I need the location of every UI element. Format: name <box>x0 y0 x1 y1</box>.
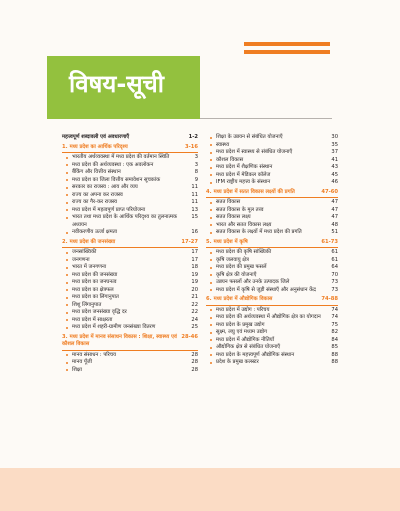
toc-item-row <box>62 249 198 257</box>
section-divider <box>62 152 198 153</box>
toc-page-number: 35 <box>331 141 338 148</box>
toc-item-row <box>206 344 338 352</box>
toc-item-row <box>206 164 338 172</box>
toc-section-number: 4. <box>206 188 212 195</box>
toc-item-row <box>206 172 338 180</box>
section-divider <box>206 247 338 248</box>
toc-page-number: 21 <box>191 294 198 300</box>
toc-entry-text: राज्य का अपना कर राजस्व <box>72 191 123 198</box>
toc-lead-row <box>62 134 198 142</box>
toc-item-row <box>206 307 338 315</box>
toc-item-row <box>206 264 338 272</box>
toc-page-number: 45 <box>331 171 338 178</box>
toc-entry-text: मध्य प्रदेश की अर्थव्यवस्था में औद्योगिक क्षेत्र का योगदान <box>216 314 321 320</box>
toc-item-row <box>206 222 338 230</box>
toc-page-number: 74-88 <box>321 296 338 302</box>
toc-entry-text: भारतीय अर्थव्यवस्था में मध्य प्रदेश की वर्तमान स्थिति <box>72 154 170 160</box>
toc-entry-text: जनसांख्यिकी <box>72 249 97 255</box>
toc-page-number: 18 <box>191 264 198 270</box>
toc-entry-text: प्रदेश के प्रमुख कलस्टर <box>216 359 259 365</box>
toc-item-row <box>62 317 198 325</box>
toc-page-number: 47 <box>331 214 338 220</box>
toc-page-number: 84 <box>331 336 338 343</box>
toc-entry-text: जनगणना <box>72 256 90 263</box>
toc-item-row <box>62 177 198 185</box>
toc-item-row <box>206 272 338 280</box>
toc-page-number: 28 <box>191 366 198 373</box>
toc-entry-text: मध्य प्रदेश में कृषि से जुड़ी संस्थाएँ और अनुसंधान केंद्र <box>216 286 316 293</box>
toc-entry-text: सतत विकास लक्ष्य <box>216 214 251 220</box>
decorative-stripe-bottom <box>244 50 330 54</box>
toc-page-number: 3 <box>194 154 198 160</box>
toc-page-number: 61 <box>331 249 338 255</box>
toc-left-column <box>62 134 198 374</box>
toc-section-title: मध्य प्रदेश में मानव संसाधन विकास : शिक्षा, स्वास्थ्य एवं कौशल विकास <box>62 333 177 347</box>
toc-item-row <box>62 207 198 215</box>
toc-page-number: 19 <box>191 279 198 285</box>
toc-entry-text: औद्योगिक क्षेत्र से संबंधित योजनाएँ <box>216 344 281 350</box>
toc-item-row <box>206 229 338 237</box>
toc-page-number: 48 <box>331 221 338 228</box>
toc-section-title: मध्य प्रदेश में औद्योगिक विकास <box>213 296 273 302</box>
toc-entry-text: स्वास्थ्य <box>216 141 230 148</box>
toc-item-row <box>62 279 198 287</box>
toc-page-number: 8 <box>194 169 198 175</box>
section-divider <box>62 350 198 351</box>
title-block <box>47 56 200 119</box>
toc-item-row <box>62 309 198 317</box>
toc-entry-text: सरकार का राजस्व : आय और व्यय <box>72 184 138 190</box>
toc-item-row <box>62 199 198 207</box>
toc-section-row <box>206 239 338 247</box>
toc-page-number: 22 <box>191 309 198 315</box>
toc-page-number: 30 <box>331 134 338 140</box>
toc-item-row <box>206 322 338 330</box>
toc-entry-text: मध्य प्रदेश में शैक्षणिक संस्थान <box>216 164 273 170</box>
toc-page-number: 19 <box>191 271 198 278</box>
toc-entry-text: मध्य प्रदेश का लिंगानुपात <box>72 294 119 300</box>
toc-item-row <box>62 294 198 302</box>
toc-entry-text: भारत और सतत विकास लक्ष्य <box>216 221 272 228</box>
toc-page-number: 37 <box>331 149 338 155</box>
toc-entry-text: मध्य प्रदेश के प्रमुख उद्योग <box>216 321 265 328</box>
toc-item-row <box>206 287 338 295</box>
toc-page-number: 64 <box>331 264 338 270</box>
toc-entry-text: सतत विकास <box>216 199 241 205</box>
toc-page-number: 47 <box>331 199 338 205</box>
toc-page-number: 28-46 <box>181 333 198 340</box>
toc-item-row <box>206 142 338 150</box>
toc-item-row <box>206 257 338 265</box>
toc-page-number: 41 <box>331 156 338 163</box>
toc-item-row <box>206 249 338 257</box>
toc-item-row <box>206 314 338 322</box>
toc-entry-text: शिक्षा के उन्नयन से संबंधित योजनाएँ <box>216 134 283 140</box>
toc-item-row <box>62 287 198 295</box>
toc-section-title: मध्य प्रदेश का आर्थिक परिदृश्य <box>69 143 128 150</box>
toc-section-number: 5. <box>206 238 212 245</box>
toc-item-row <box>206 179 338 187</box>
toc-entry-text: मध्य प्रदेश में मेडिकल कॉलेज <box>216 171 271 178</box>
toc-page-number: 22 <box>191 301 198 308</box>
toc-page-number: 88 <box>331 359 338 365</box>
toc-page-number: 17 <box>191 249 198 255</box>
toc-entry-text: कृषि क्षेत्र की योजनाएँ <box>216 271 257 278</box>
toc-page-number: 47-60 <box>321 188 338 195</box>
toc-page-number: 15 <box>191 214 198 220</box>
toc-entry-text: शिक्षा <box>72 366 82 373</box>
toc-entry-text: मध्य प्रदेश में साक्षरता <box>72 316 113 323</box>
toc-page-number: 74 <box>331 314 338 320</box>
toc-item-row <box>206 329 338 337</box>
toc-item-row <box>206 199 338 207</box>
toc-item-row <box>62 229 198 237</box>
toc-page-number: 24 <box>191 316 198 323</box>
toc-page-number: 17 <box>191 256 198 263</box>
toc-page-number: 73 <box>331 279 338 285</box>
toc-item-row <box>62 264 198 272</box>
toc-entry-text: महत्त्वपूर्ण शब्दावली एवं अवधारणाएँ <box>62 134 130 140</box>
toc-page-number: 3 <box>194 161 198 168</box>
toc-entry-text: मध्य प्रदेश की जनसंख्या <box>72 271 118 278</box>
toc-entry-text: मध्य प्रदेश का जिला वित्तीय समावेशन सूचकांक <box>72 176 161 183</box>
toc-page-number: 3-16 <box>185 143 198 150</box>
toc-section-number: 6. <box>206 296 212 302</box>
toc-page-number: 11 <box>191 199 198 205</box>
toc-right-column <box>206 134 338 367</box>
toc-item-row <box>206 359 338 367</box>
toc-entry-text: मानव संसाधन : परिचय <box>72 351 117 358</box>
toc-page-number: 25 <box>191 324 198 330</box>
toc-entry-text: मध्य प्रदेश का जनघनत्व <box>72 279 117 285</box>
toc-page-number: 11 <box>191 191 198 198</box>
toc-item-row <box>62 214 198 229</box>
toc-entry-text: मध्य प्रदेश में औद्योगिक नीतियाँ <box>216 336 275 343</box>
toc-entry-text: भारत में जनगणना <box>72 264 107 270</box>
toc-section-row <box>206 296 338 304</box>
toc-page-number: 61 <box>331 256 338 263</box>
toc-section-number: 1. <box>62 143 68 150</box>
toc-item-row <box>62 359 198 367</box>
toc-page-number: 82 <box>331 329 338 335</box>
toc-entry-text: मध्य प्रदेश की कृषि सांख्यिकी <box>216 249 272 255</box>
toc-entry-text: मध्य प्रदेश का क्षेत्रफल <box>72 286 114 293</box>
decorative-stripe-top <box>244 42 330 46</box>
toc-page-number: 1-2 <box>188 134 198 140</box>
footer-band <box>0 468 400 511</box>
toc-entry-text: मध्य प्रदेश की प्रमुख फसलें <box>216 264 267 270</box>
toc-entry-text: राज्य का गैर-कर राजस्व <box>72 199 117 205</box>
toc-item-row <box>206 134 338 142</box>
toc-page-number: 61-73 <box>321 238 338 245</box>
toc-section-row <box>206 189 338 197</box>
toc-page-number: 13 <box>191 206 198 213</box>
toc-page-number: 28 <box>191 359 198 365</box>
toc-entry-text: IFM राष्ट्रीय महत्त्व के संस्थान <box>216 179 271 185</box>
toc-entry-text: मध्य प्रदेश में शहरी-ग्रामीण जनसंख्या वितरण <box>72 324 156 330</box>
toc-item-row <box>62 272 198 280</box>
toc-section-number: 3. <box>62 333 68 340</box>
toc-page-number: 88 <box>331 351 338 358</box>
section-divider <box>206 305 338 306</box>
toc-entry-text: कृषि जलवायु क्षेत्र <box>216 256 249 263</box>
toc-page-number: 70 <box>331 271 338 278</box>
toc-entry-text: शिशु लिंगानुपात <box>72 301 102 308</box>
toc-section-title: मध्य प्रदेश में कृषि <box>213 238 248 245</box>
toc-entry-text: सतत विकास के मूल तत्त्व <box>216 206 264 213</box>
toc-page-number: 85 <box>331 344 338 350</box>
toc-entry-text: मध्य प्रदेश जनसंख्या वृद्धि दर <box>72 309 127 315</box>
toc-item-row <box>206 214 338 222</box>
toc-entry-text: उन्नयन फसलों और उनके उत्पादक जिले <box>216 279 290 285</box>
toc-item-row <box>206 337 338 345</box>
toc-entry-text: मध्य प्रदेश के महत्त्वपूर्ण औद्योगिक संस्थान <box>216 351 295 358</box>
toc-entry-text: मध्य प्रदेश में उद्योग : परिचय <box>216 306 270 313</box>
toc-entry-text: मध्य प्रदेश की अर्थव्यवस्था : एक अवलोकन <box>72 161 154 168</box>
toc-item-row <box>62 154 198 162</box>
toc-item-row <box>62 367 198 375</box>
toc-entry-text: बैंकिंग और वित्तीय संस्थान <box>72 169 121 175</box>
toc-page-number: 9 <box>194 176 198 183</box>
toc-item-row <box>62 324 198 332</box>
toc-entry-text: मध्य प्रदेश में स्वास्थ्य से संबंधित योजनाएँ <box>216 149 293 155</box>
toc-page-number: 17-27 <box>181 238 198 245</box>
toc-section-title: मध्य प्रदेश में सतत विकास लक्ष्यों की प्रगति <box>213 188 295 195</box>
section-divider <box>206 197 338 198</box>
toc-page-number: 75 <box>331 321 338 328</box>
toc-item-row <box>62 257 198 265</box>
toc-item-row <box>206 279 338 287</box>
toc-entry-text: कौशल विकास <box>216 156 244 163</box>
toc-page-number: 16 <box>191 229 198 235</box>
toc-item-row <box>62 184 198 192</box>
toc-section-number: 2. <box>62 238 68 245</box>
toc-page-number: 46 <box>331 179 338 185</box>
toc-entry-text: सतत विकास के लक्ष्यों में मध्य प्रदेश की प्रगति <box>216 229 302 235</box>
toc-item-row <box>206 352 338 360</box>
toc-section-row <box>62 239 198 247</box>
toc-entry-text: मध्य प्रदेश में महत्वपूर्ण प्राप्त परियोजना <box>72 206 146 213</box>
toc-item-row <box>62 352 198 360</box>
toc-entry-text: मानव पूँजी <box>72 359 92 365</box>
toc-item-row <box>206 207 338 215</box>
toc-page-number: 73 <box>331 286 338 293</box>
toc-page-number: 43 <box>331 164 338 170</box>
toc-item-row <box>62 169 198 177</box>
toc-section-row <box>62 144 198 152</box>
section-divider <box>62 247 198 248</box>
toc-page-number: 28 <box>191 351 198 358</box>
page-title: विषय-सूची <box>69 70 164 98</box>
toc-item-row <box>62 192 198 200</box>
toc-section-title: मध्य प्रदेश की जनसंख्या <box>69 238 116 245</box>
toc-page-number: 74 <box>331 306 338 313</box>
toc-page-number: 11 <box>191 184 198 190</box>
toc-section-row <box>62 334 198 349</box>
toc-item-row <box>62 162 198 170</box>
toc-page-number: 51 <box>331 229 338 235</box>
title-rule <box>200 118 332 119</box>
toc-entry-text: भारत तथा मध्य प्रदेश के आर्थिक परिदृश्य का तुलनात्मक अध्ययन <box>72 214 178 228</box>
toc-entry-text: सूक्ष्म, लघु एवं मध्यम उद्योग <box>216 329 268 335</box>
toc-item-row <box>206 157 338 165</box>
toc-item-row <box>206 149 338 157</box>
toc-entry-text: नवीकरणीय ऊर्जा क्षमता <box>72 229 118 235</box>
toc-item-row <box>62 302 198 310</box>
toc-page-number: 47 <box>331 206 338 213</box>
toc-page-number: 20 <box>191 286 198 293</box>
